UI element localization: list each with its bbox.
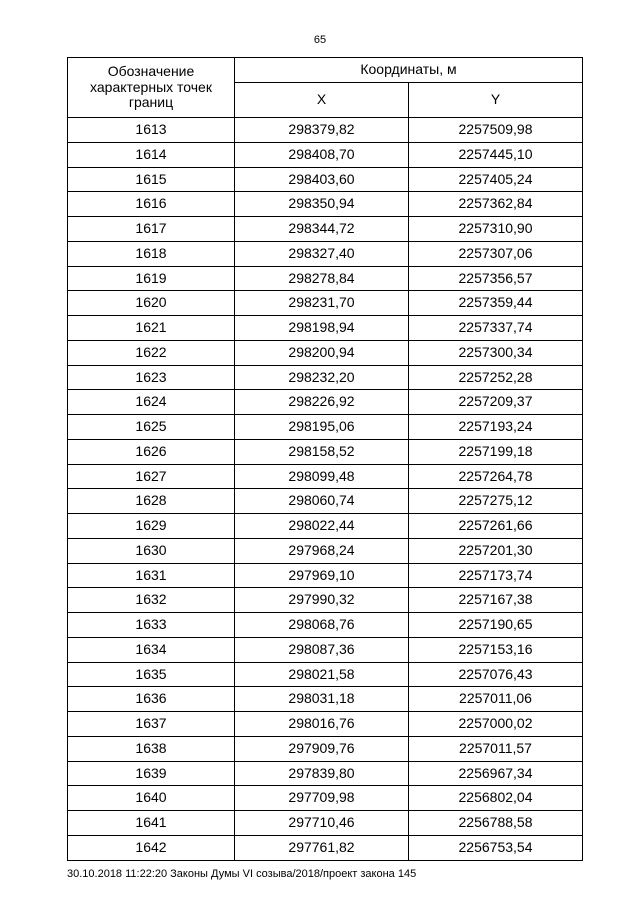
x-coordinate-cell: 297969,10 xyxy=(235,563,409,588)
point-id-cell: 1634 xyxy=(68,637,235,662)
x-coordinate-cell: 298021,58 xyxy=(235,662,409,687)
table-row xyxy=(68,588,583,613)
x-coordinate-cell: 297710,46 xyxy=(235,811,409,836)
point-label-header: Обозначение характерных точек границ xyxy=(68,58,235,118)
point-id-cell: 1614 xyxy=(68,142,235,167)
x-coordinate-cell: 298068,76 xyxy=(235,613,409,638)
x-coordinate-cell: 298158,52 xyxy=(235,439,409,464)
point-id-cell: 1619 xyxy=(68,266,235,291)
point-id-cell: 1631 xyxy=(68,563,235,588)
table-row xyxy=(68,761,583,786)
y-coordinate-cell: 2257275,12 xyxy=(409,489,583,514)
x-coordinate-cell: 297709,98 xyxy=(235,786,409,811)
x-coordinate-cell: 298350,94 xyxy=(235,192,409,217)
x-coordinate-cell: 298198,94 xyxy=(235,316,409,341)
point-id-cell: 1613 xyxy=(68,118,235,143)
y-coordinate-cell: 2257405,24 xyxy=(409,167,583,192)
table-row xyxy=(68,464,583,489)
x-coordinate-cell: 298403,60 xyxy=(235,167,409,192)
y-coordinate-cell: 2257264,78 xyxy=(409,464,583,489)
table-row xyxy=(68,835,583,860)
table-row xyxy=(68,118,583,143)
point-id-cell: 1632 xyxy=(68,588,235,613)
x-coordinate-cell: 298278,84 xyxy=(235,266,409,291)
point-id-cell: 1636 xyxy=(68,687,235,712)
table-row xyxy=(68,538,583,563)
y-coordinate-cell: 2257190,65 xyxy=(409,613,583,638)
x-coordinate-cell: 297968,24 xyxy=(235,538,409,563)
point-id-cell: 1635 xyxy=(68,662,235,687)
point-id-cell: 1627 xyxy=(68,464,235,489)
y-coordinate-cell: 2257356,57 xyxy=(409,266,583,291)
table-body xyxy=(68,118,583,861)
point-id-cell: 1642 xyxy=(68,835,235,860)
y-coordinate-cell: 2257300,34 xyxy=(409,340,583,365)
y-coordinate-cell: 2257359,44 xyxy=(409,291,583,316)
x-coordinate-cell: 298022,44 xyxy=(235,514,409,539)
point-id-cell: 1618 xyxy=(68,241,235,266)
x-coordinate-cell: 297839,80 xyxy=(235,761,409,786)
point-id-cell: 1615 xyxy=(68,167,235,192)
table-row xyxy=(68,192,583,217)
point-id-cell: 1630 xyxy=(68,538,235,563)
y-coordinate-cell: 2257167,38 xyxy=(409,588,583,613)
x-coordinate-cell: 297909,76 xyxy=(235,736,409,761)
table-row xyxy=(68,415,583,440)
table-row xyxy=(68,712,583,737)
y-coordinate-cell: 2257201,30 xyxy=(409,538,583,563)
point-id-cell: 1620 xyxy=(68,291,235,316)
x-coordinate-cell: 298060,74 xyxy=(235,489,409,514)
table-row xyxy=(68,142,583,167)
y-coordinate-cell: 2257509,98 xyxy=(409,118,583,143)
x-coordinate-cell: 298327,40 xyxy=(235,241,409,266)
point-id-cell: 1617 xyxy=(68,217,235,242)
table-row xyxy=(68,217,583,242)
table-row xyxy=(68,613,583,638)
y-coordinate-cell: 2257011,06 xyxy=(409,687,583,712)
y-coordinate-cell: 2257261,66 xyxy=(409,514,583,539)
point-id-cell: 1638 xyxy=(68,736,235,761)
y-coordinate-cell: 2257000,02 xyxy=(409,712,583,737)
point-id-cell: 1637 xyxy=(68,712,235,737)
table-row xyxy=(68,266,583,291)
y-coordinate-cell: 2256753,54 xyxy=(409,835,583,860)
x-coordinate-cell: 298344,72 xyxy=(235,217,409,242)
table-row xyxy=(68,811,583,836)
point-id-cell: 1622 xyxy=(68,340,235,365)
x-coordinate-cell: 298195,06 xyxy=(235,415,409,440)
x-coordinate-cell: 298099,48 xyxy=(235,464,409,489)
y-coordinate-cell: 2257362,84 xyxy=(409,192,583,217)
table-row xyxy=(68,514,583,539)
point-id-cell: 1639 xyxy=(68,761,235,786)
y-coordinate-cell: 2257153,16 xyxy=(409,637,583,662)
point-id-cell: 1641 xyxy=(68,811,235,836)
table-row xyxy=(68,563,583,588)
y-coordinate-cell: 2257337,74 xyxy=(409,316,583,341)
table-row xyxy=(68,241,583,266)
y-coordinate-cell: 2257193,24 xyxy=(409,415,583,440)
x-coordinate-cell: 298200,94 xyxy=(235,340,409,365)
point-id-cell: 1621 xyxy=(68,316,235,341)
x-coordinate-cell: 298016,76 xyxy=(235,712,409,737)
table-row xyxy=(68,340,583,365)
y-coordinate-cell: 2257209,37 xyxy=(409,390,583,415)
y-coordinate-cell: 2257252,28 xyxy=(409,365,583,390)
x-coordinate-cell: 298232,20 xyxy=(235,365,409,390)
y-coordinate-cell: 2257011,57 xyxy=(409,736,583,761)
table-row xyxy=(68,489,583,514)
y-coordinate-cell: 2257310,90 xyxy=(409,217,583,242)
point-id-cell: 1628 xyxy=(68,489,235,514)
table-row xyxy=(68,662,583,687)
table-row xyxy=(68,687,583,712)
x-column-header: X xyxy=(235,83,409,118)
table-row xyxy=(68,291,583,316)
table-row xyxy=(68,167,583,192)
x-coordinate-cell: 298031,18 xyxy=(235,687,409,712)
footer-stamp: 30.10.2018 11:22:20 Законы Думы VI созыва/2018/проект закона 145 xyxy=(67,868,417,880)
y-coordinate-cell: 2256788,58 xyxy=(409,811,583,836)
point-id-cell: 1616 xyxy=(68,192,235,217)
table-row xyxy=(68,786,583,811)
point-id-cell: 1629 xyxy=(68,514,235,539)
y-column-header: Y xyxy=(409,83,583,118)
y-coordinate-cell: 2257173,74 xyxy=(409,563,583,588)
y-coordinate-cell: 2257445,10 xyxy=(409,142,583,167)
page-number: 65 xyxy=(313,34,327,46)
y-coordinate-cell: 2257076,43 xyxy=(409,662,583,687)
table-row xyxy=(68,439,583,464)
table-row xyxy=(68,736,583,761)
table-row xyxy=(68,637,583,662)
point-id-cell: 1625 xyxy=(68,415,235,440)
point-id-cell: 1633 xyxy=(68,613,235,638)
point-id-cell: 1640 xyxy=(68,786,235,811)
coordinates-table xyxy=(67,57,583,861)
y-coordinate-cell: 2256967,34 xyxy=(409,761,583,786)
y-coordinate-cell: 2257199,18 xyxy=(409,439,583,464)
x-coordinate-cell: 297990,32 xyxy=(235,588,409,613)
table-row xyxy=(68,365,583,390)
x-coordinate-cell: 298408,70 xyxy=(235,142,409,167)
x-coordinate-cell: 298087,36 xyxy=(235,637,409,662)
table-row xyxy=(68,316,583,341)
point-id-cell: 1624 xyxy=(68,390,235,415)
table-row xyxy=(68,390,583,415)
point-id-cell: 1623 xyxy=(68,365,235,390)
x-coordinate-cell: 298226,92 xyxy=(235,390,409,415)
y-coordinate-cell: 2256802,04 xyxy=(409,786,583,811)
y-coordinate-cell: 2257307,06 xyxy=(409,241,583,266)
x-coordinate-cell: 298231,70 xyxy=(235,291,409,316)
x-coordinate-cell: 297761,82 xyxy=(235,835,409,860)
x-coordinate-cell: 298379,82 xyxy=(235,118,409,143)
point-id-cell: 1626 xyxy=(68,439,235,464)
coordinates-group-header: Координаты, м xyxy=(235,58,583,83)
